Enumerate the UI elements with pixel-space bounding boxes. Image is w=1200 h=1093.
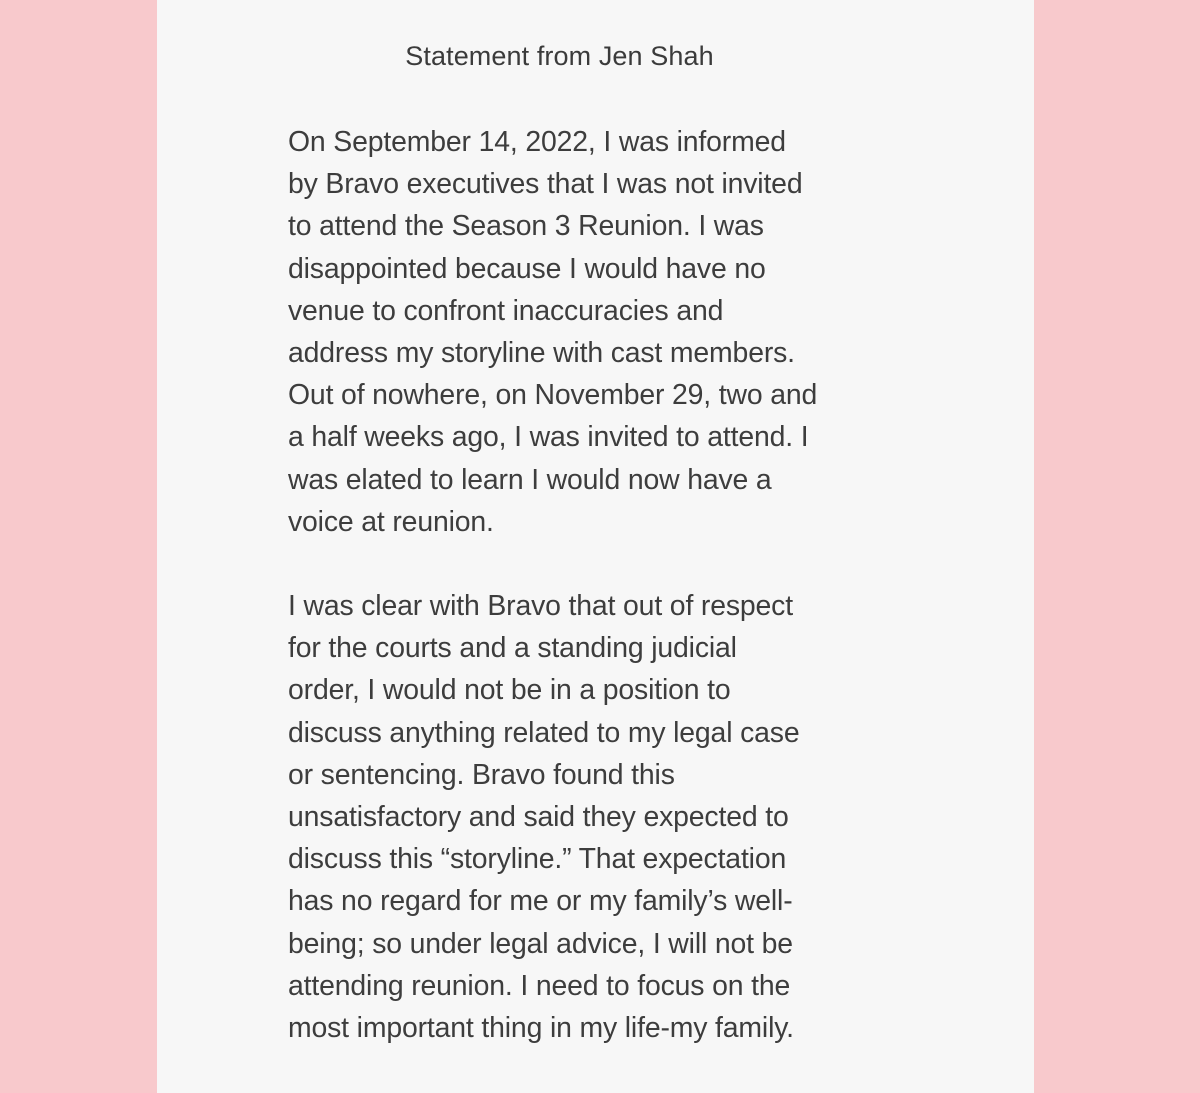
paragraph-2-line-1: I was clear with Bravo that out of respect	[288, 590, 793, 623]
paragraph-1-line-10: voice at reunion.	[288, 505, 494, 538]
paragraph-1-line-5: venue to confront inaccuracies and	[288, 294, 724, 327]
paragraph-2-line-9: being; so under legal advice, I will not be	[288, 927, 793, 960]
paragraph-1-line-6: address my storyline with cast members.	[288, 336, 795, 369]
paragraph-2-line-10: attending reunion. I need to focus on the	[288, 969, 791, 1002]
paragraph-2-line-5: or sentencing. Bravo found this	[288, 758, 675, 791]
paragraph-2	[288, 585, 898, 1049]
paragraph-1-line-1: On September 14, 2022, I was informed	[288, 126, 786, 158]
paragraph-2-line-6: unsatisfactory and said they expected to	[288, 801, 789, 833]
paragraph-2-line-2: for the courts and a standing judicial	[288, 632, 737, 665]
paragraph-spacing	[288, 543, 898, 585]
paragraph-2-line-8: has no regard for me or my family’s well-	[288, 885, 793, 918]
paragraph-1-line-9: was elated to learn I would now have a	[288, 463, 772, 496]
paragraph-2-line-7: discuss this “storyline.” That expectation	[288, 843, 787, 876]
paragraph-1-line-7: Out of nowhere, on November 29, two and	[288, 379, 818, 412]
statement-title: Statement from Jen Shah	[405, 41, 714, 71]
paragraph-1-line-3: to attend the Season 3 Reunion. I was	[288, 210, 764, 243]
paragraph-1-line-2: by Bravo executives that I was not invited	[288, 168, 803, 201]
statement-body	[288, 121, 898, 1049]
paragraph-1	[288, 121, 898, 543]
paragraph-2-line-11: most important thing in my life-my family.	[288, 1011, 794, 1044]
paragraph-1-line-4: disappointed because I would have no	[288, 252, 766, 285]
paragraph-1-line-8: a half weeks ago, I was invited to attend. I	[288, 421, 809, 454]
paragraph-2-line-4: discuss anything related to my legal case	[288, 716, 800, 749]
statement-paper	[157, 0, 1034, 1093]
paragraph-2-line-3: order, I would not be in a position to	[288, 674, 731, 707]
